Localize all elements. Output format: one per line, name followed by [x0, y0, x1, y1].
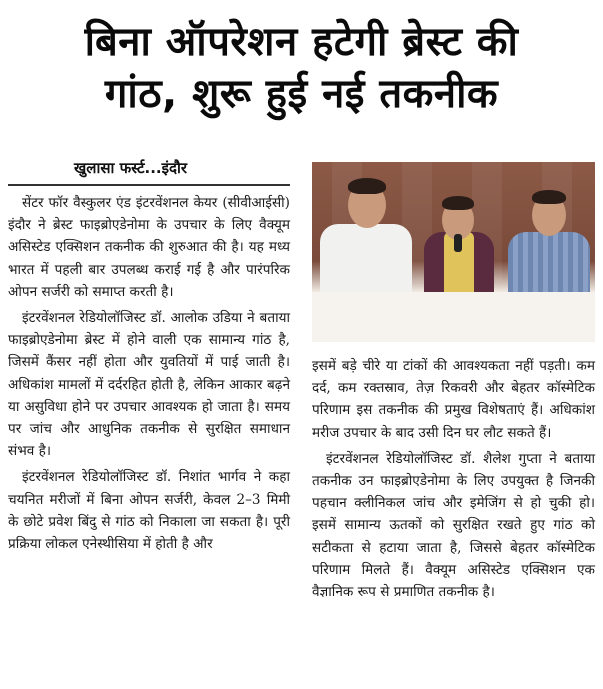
- dateline-divider: [8, 184, 290, 186]
- article-right-column: [312, 355, 595, 603]
- paragraph: सेंटर फॉर वैस्कुलर एंड इंटरवेंशनल केयर (सीवीआईसी) इंदौर ने ब्रेस्ट फाइब्रोएडेनोमा के उपचार के लिए वैक्यूम असिस्टेड एक्सिशन तकनीक की शुरुआत की है। यह मध्य भारत में पहली बार उपलब्ध कराई गई है और पारंपरिक ओपन सर्जरी को समाप्त करती है।: [8, 195, 290, 300]
- headline-line-2: गांठ, शुरू हुई नई तकनीक: [104, 71, 499, 117]
- microphone-icon: [454, 234, 462, 252]
- paragraph: इंटरवेंशनल रेडियोलॉजिस्ट डॉ. आलोक उडिया ने बताया फाइब्रोएडेनोमा ब्रेस्ट में होने वाली एक सामान्य गांठ है, जिसमें कैंसर नहीं होता और युवतियों में पाई जाती है। अधिकांश मामलों में दर्दरहित होती है, लेकिन आकार बढ़ने या असुविधा होने पर उपचार आवश्यक हो जाता है। समय पर जांच और आधुनिक तकनीक से सुरक्षित समाधान संभव है।: [8, 310, 290, 460]
- headline: [0, 16, 603, 120]
- press-table: [312, 292, 595, 342]
- article-left-column: [8, 192, 290, 555]
- news-photo: [312, 162, 595, 342]
- dateline: खुलासा फर्स्ट...इंदौर: [74, 159, 187, 177]
- headline-line-1: बिना ऑपरेशन हटेगी ब्रेस्ट की: [84, 19, 519, 65]
- paragraph: इंटरवेंशनल रेडियोलॉजिस्ट डॉ. निशांत भार्गव ने कहा चयनित मरीजों में बिना ओपन सर्जरी, केवल 2–3 मिमी के छोटे प्रवेश बिंदु से गांठ को निकाला जा सकता है। पूरी प्रक्रिया लोकल एनेस्थीसिया में होती है और: [8, 469, 290, 553]
- paragraph: इंटरवेंशनल रेडियोलॉजिस्ट डॉ. शैलेश गुप्ता ने बताया तकनीक उन फाइब्रोएडेनोमा के लिए उपयुक्त है जिनकी पहचान क्लीनिकल जांच और इमेजिंग से हो चुकी हो। इसमें सामान्य ऊतकों को सुरक्षित रखते हुए गांठ को सटीकता से हटाया जाता है, जिससे बेहतर कॉस्मेटिक परिणाम मिलते हैं। वैक्यूम असिस्टेड एक्सिशन एक वैज्ञानिक रूप से प्रमाणित तकनीक है।: [312, 450, 595, 601]
- paragraph: इसमें बड़े चीरे या टांकों की आवश्यकता नहीं पड़ती। कम दर्द, कम रक्तस्राव, तेज़ रिकवरी और बेहतर कॉस्मेटिक परिणाम इस तकनीक की प्रमुख विशेषताएं हैं। अधिकांश मरीज उपचार के बाद उसी दिन घर लौट सकते हैं।: [312, 358, 595, 441]
